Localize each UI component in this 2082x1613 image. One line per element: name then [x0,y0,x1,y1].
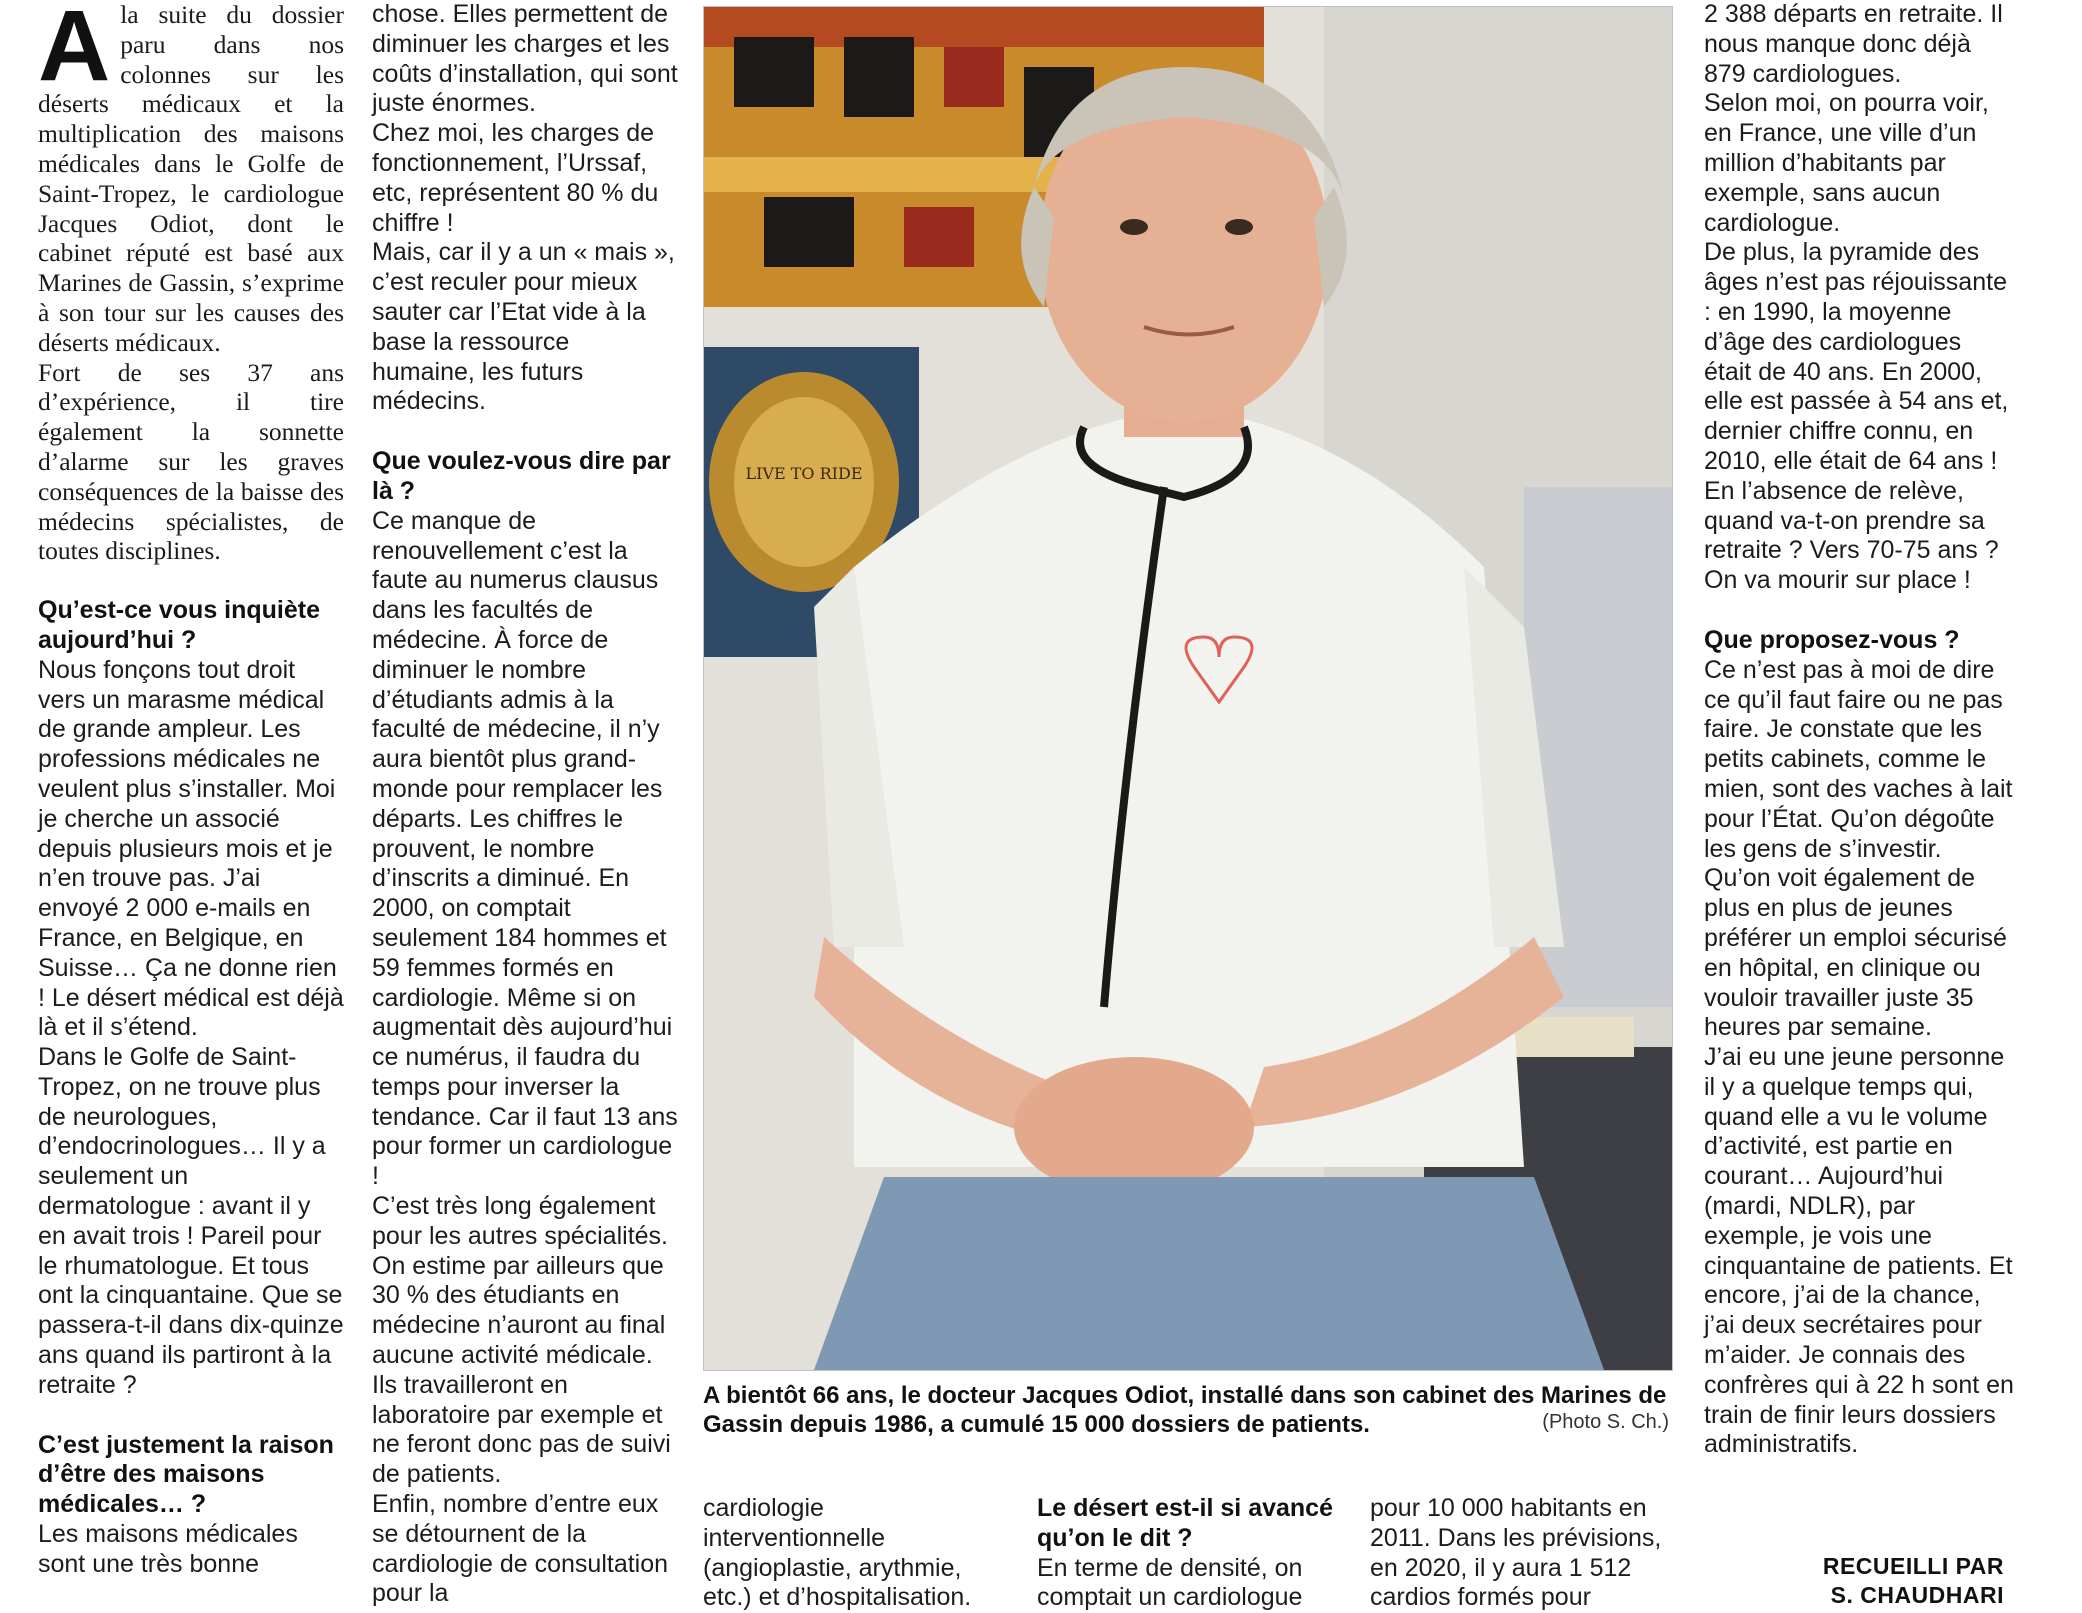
portrait-photo [703,6,1673,1371]
byline-author: S. CHAUDHARI [1830,1582,2004,1608]
answer-5-para-1: Ce n’est pas à moi de dire ce qu’il faut faire ou ne pas faire. Je constate que les petits cabinets, comme le mien, sont des vaches à lait pour l’État. Qu’on dégoûte les gens de s’investir. [1704,655,2013,863]
photo-credit: (Photo S. Ch.) [1542,1411,1669,1433]
answer-3-para-2: C’est très long également pour les autres spécialités. On estime par ailleurs que 30 % des étudiants en médecine n’auront au final aucune activité médicale. Ils travailleront en laboratoire par exemple et ne feront donc pas de suivi de patients. [372,1192,671,1489]
question-1: Qu’est-ce vous inquiète aujourd’hui ? [38,596,321,654]
answer-5-para-3: J’ai eu une jeune personne il y a quelque temps qui, quand elle a vu le volume d’activité, est partie en courant… Aujourd’hui (mardi, NDLR), par exemple, je vois une cinquantaine de patients. Et encore, j’ai de la chance, j’ai deux secrétaires pour m’aider. Je connais des confrères qui à 22 h sont en train de finir leurs dossiers administratifs. [1704,1043,2014,1459]
drop-cap: A [38,0,111,102]
article-column-2 [372,0,678,1609]
byline [1704,1552,2004,1610]
answer-2-para-1-cont: chose. Elles permettent de diminuer les charges et les coûts d’installation, qui sont juste énormes. [372,0,678,118]
intro-text-2: Fort de ses 37 ans d’expérience, il tire également la sonnette d’alarme sur les graves conséquences de la baisse des médecins spécialistes, de toutes disciplines. [38,357,344,566]
answer-1-para-2: Dans le Golfe de Saint-Tropez, on ne trouve plus de neurologues, d’endocrinologues… Il y a seulement un dermatologue : avant il y en avait trois ! Pareil pour le rhumatologue. Et tous ont la cinquantaine. Que se passera-t-il dans dix-quinze ans quand ils partiront à la retraite ? [38,1043,344,1399]
answer-2-para-1: Les maisons médicales sont une très bonne [38,1520,298,1578]
intro-text: la suite du dossier paru dans nos colonnes sur les déserts médicaux et la multiplication des maisons médicales dans le Golfe de Saint-Tropez, le cardiologue Jacques Odiot, dont le cabinet réputé est basé aux Marines de Gassin, s’exprime à son tour sur les causes des déserts médicaux. [38,0,344,357]
answer-4-para-1-cont-2: 2 388 départs en retraite. Il nous manque donc déjà 879 cardiologues. [1704,0,2003,88]
byline-line-1: RECUEILLI PAR [1822,1553,2004,1579]
article-column-3 [703,1494,1009,1613]
question-3: Que voulez-vous dire par là ? [372,447,671,505]
caption-text: A bientôt 66 ans, le docteur Jacques Odiot, installé dans son cabinet des Marines de Gassin depuis 1986, a cumulé 15 000 dossiers de patients. [703,1382,1667,1438]
question-5: Que proposez-vous ? [1704,625,1960,654]
article-column-4 [1037,1494,1343,1613]
article-column-5 [1370,1494,1676,1613]
answer-4-para-3: De plus, la pyramide des âges n’est pas réjouissante : en 1990, la moyenne d’âge des cardiologues était de 40 ans. En 2000, elle est passée à 54 ans et, dernier chiffre connu, en 2010, elle était de 64 ans ! [1704,238,2009,475]
answer-1-para-1: Nous fonçons tout droit vers un marasme médical de grande ampleur. Les professions médicales ne veulent plus s’installer. Moi je cherche un associé depuis plusieurs mois et je n’en trouve pas. J’ai envoyé 2 000 e-mails en France, en Belgique, en Suisse… Ça ne donne rien ! Le désert médical est déjà là et il s’étend. [38,655,344,1042]
answer-4-para-1-cont: pour 10 000 habitants en 2011. Dans les prévisions, en 2020, il y aura 1 512 cardios formés pour [1370,1494,1662,1612]
answer-4-para-1: En terme de densité, on comptait un cardiologue [1037,1553,1303,1612]
portrait-illustration [704,7,1672,1370]
plaque-text: LIVE TO RIDE [745,464,863,483]
article-column-6 [1704,0,2014,1460]
answer-4-para-2: Selon moi, on pourra voir, en France, une ville d’un million d’habitants par exemple, sans aucun cardiologue. [1704,89,1989,237]
article-intro [38,0,344,358]
photo-block [703,6,1673,1439]
question-2: C’est justement la raison d’être des maisons médicales… ? [38,1430,334,1519]
answer-4-para-4: En l’absence de relève, quand va-t-on prendre sa retraite ? Vers 70-75 ans ? On va mourir sur place ! [1704,476,1999,595]
answer-2-para-2: Chez moi, les charges de fonctionnement, l’Urssaf, etc, représentent 80 % du chiffre ! [372,119,659,237]
answer-3-para-3: Enfin, nombre d’entre eux se détournent de la cardiologie de consultation pour la [372,1490,669,1608]
photo-caption [703,1381,1673,1439]
answer-3-para-1: Ce manque de renouvellement c’est la faute au numerus clausus dans les facultés de médecine. À force de diminuer le nombre d’étudiants admis à la faculté de médecine, il n’y aura bientôt plus grand-monde pour remplacer les départs. Les chiffres le prouvent, le nombre d’inscrits a diminué. En 2000, on comptait seulement 184 hommes et 59 femmes formés en cardiologie. Même si on augmentait dès aujourd’hui ce numérus, il faudra du temps pour inverser la tendance. Car il faut 13 ans pour former un cardiologue ! [372,506,678,1191]
answer-3-para-3-cont: cardiologie interventionnelle (angioplastie, arythmie, etc.) et d’hospitalisation. [703,1494,972,1612]
answer-5-para-2: Qu’on voit également de plus en plus de jeunes préférer un emploi sécurisé en hôpital, en clinique ou vouloir travailler juste 35 heures par semaine. [1704,864,2007,1042]
question-4: Le désert est-il si avancé qu’on le dit ? [1037,1494,1333,1552]
answer-2-para-3: Mais, car il y a un « mais », c’est reculer pour mieux sauter car l’Etat vide à la base la ressource humaine, les futurs médecins. [372,238,675,416]
article-column-1 [38,0,344,1580]
